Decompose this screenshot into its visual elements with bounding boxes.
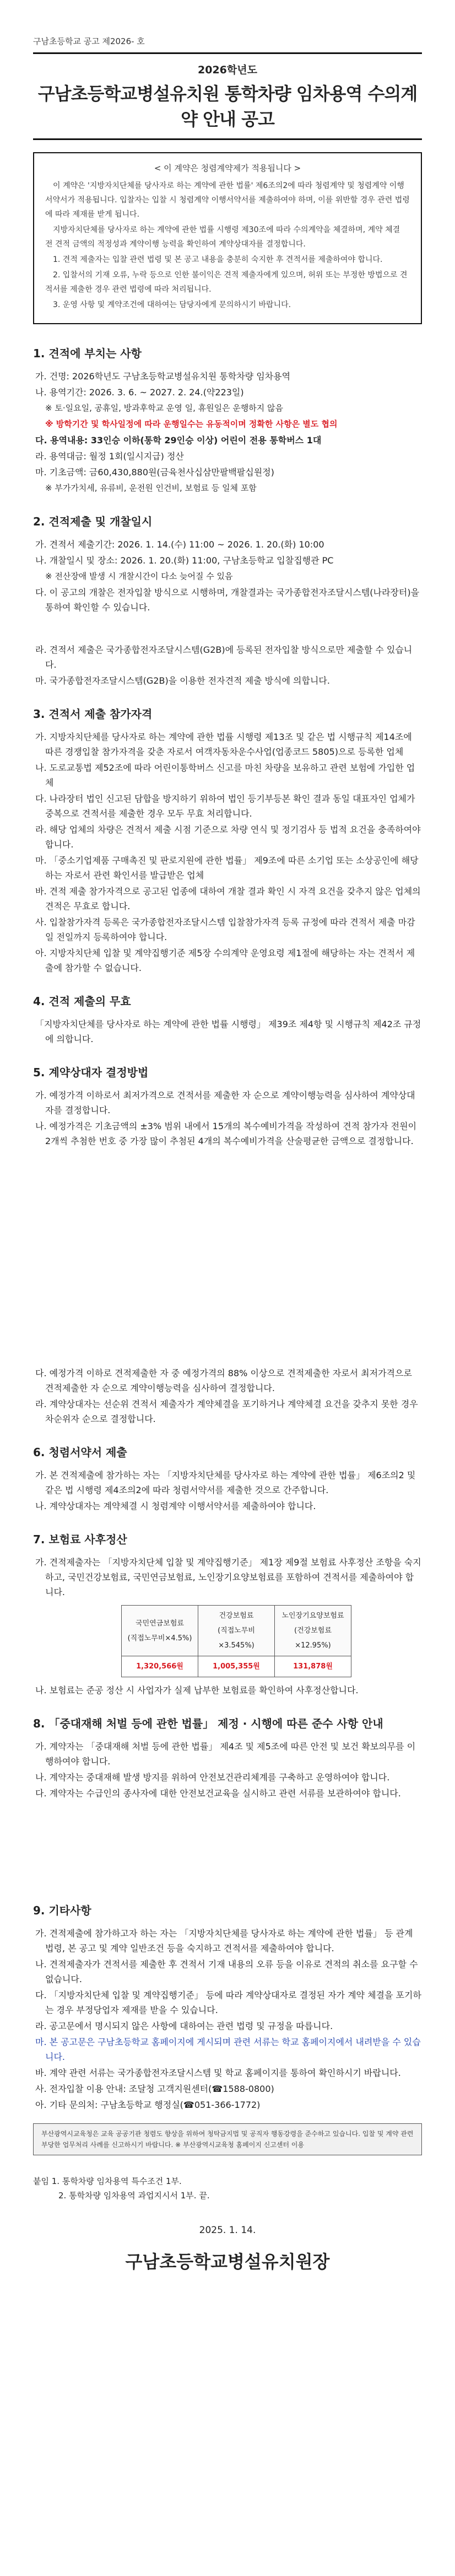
section-line: 나. 보험료는 준공 정산 시 사업자가 실제 납부한 보험료를 확인하여 사후정산합니다. xyxy=(35,1685,359,1695)
section-line: 라. 계약상대자는 선순위 견적서 제출자가 계약체결을 포기하거나 계약체결 요건을 갖추지 못한 경우 차순위자 순으로 결정합니다. xyxy=(35,1399,418,1424)
insurance-header: 노인장기요양보험료 (건강보험료×12.95%) xyxy=(275,1606,351,1656)
section-line: 나. 계약자는 중대재해 발생 방지를 위하여 안전보건관리체계를 구축하고 운영하여야 합니다. xyxy=(35,1772,390,1783)
section-title: 1. 견적에 부치는 사항 xyxy=(33,347,142,360)
notice-paragraph: 지방자치단체를 당사자로 하는 계약에 관한 법률 시행령 제30조에 따라 수의계약을 체결하며, 계약 체결 전 견적 금액의 적정성과 계약이행 능력을 확인하여 계약상대자를 결정합니다. xyxy=(45,226,400,249)
insurance-table xyxy=(121,1605,351,1677)
section-line: 다. 나라장터 법인 신고된 담합을 방지하기 위하여 법인 등기부등본 확인 결과 동일 대표자인 업체가 중복으로 견적서를 제출한 경우 모두 무효 처리합니다. xyxy=(35,793,415,819)
document-number: 구남초등학교 공고 제2026- 호 xyxy=(33,36,145,46)
section-invalid-bids xyxy=(33,994,422,1046)
attachment-line: 붙임 1. 통학차량 임차용역 특수조건 1부. xyxy=(33,2176,182,2186)
section-line: 마. 「중소기업제품 구매촉진 및 판로지원에 관한 법률」 제9조에 따른 소기업 또는 소상공인에 해당하는 자로서 관련 확인서를 발급받은 업체 xyxy=(35,855,419,881)
section-line: 라. 견적서 제출은 국가종합전자조달시스템(G2B)에 등록된 전자입찰 방식으로만 제출할 수 있습니다. xyxy=(35,645,413,670)
section-line: 아. 기타 문의처: 구남초등학교 행정실(☎051-366-1772) xyxy=(35,2100,261,2110)
attachment-line: 2. 통학차량 임차용역 과업지시서 1부. 끝. xyxy=(58,2191,210,2201)
section-line: 바. 견적 제출 참가자격으로 공고된 업종에 대하여 개찰 결과 확인 시 자격 요건을 갖추지 않은 업체의 견적은 무효로 합니다. xyxy=(35,886,421,911)
section-line: 다. 이 공고의 개찰은 전자입찰 방식으로 시행하며, 개찰결과는 국가종합전자조달시스템(나라장터)을 통하여 확인할 수 있습니다. xyxy=(35,587,420,613)
notice-heading: < 이 계약은 청렴계약제가 적용됩니다 > xyxy=(154,163,301,173)
section-line: 나. 용역기간: 2026. 3. 6. ~ 2027. 2. 24.(약223일) xyxy=(35,387,244,398)
section-line: 가. 견적서 제출기간: 2026. 1. 14.(수) 11:00 ~ 2026. 1. 20.(화) 10:00 xyxy=(35,539,324,550)
section-line: 가. 견적제출에 참가하고자 하는 자는 「지방자치단체를 당사자로 하는 계약에 관한 법률」 등 관계 법령, 본 공고 및 계약 일반조건 등을 숙지하고 견적서를 제출하여야 합니다. xyxy=(35,1928,413,1954)
section-serious-accidents xyxy=(33,1716,422,1885)
section-award-method xyxy=(33,1065,422,1426)
section-title: 8. 「중대재해 처벌 등에 관한 법률」 제정 · 시행에 따른 준수 사항 안내 xyxy=(33,1717,383,1730)
top-rule xyxy=(33,52,422,54)
section-title: 6. 청렴서약서 제출 xyxy=(33,1446,127,1459)
section-note-highlight: ※ 방학기간 및 학사일정에 따라 운행일수는 유동적이며 정확한 사항은 별도 협의 xyxy=(45,419,338,429)
insurance-value: 1,005,355원 xyxy=(198,1656,275,1677)
section-line: 가. 건명: 2026학년도 구남초등학교병설유치원 통학차량 임차용역 xyxy=(35,371,291,382)
section-line: 가. 본 견적제출에 참가하는 자는 「지방자치단체를 당사자로 하는 계약에 관한 법률」 제6조의2 및 같은 법 시행령 제4조의2에 따라 청렴서약서를 제출한 것으로 간주합니다. xyxy=(35,1470,416,1495)
section-note: ※ 토·일요일, 공휴일, 방과후학교 운영 일, 휴원일은 운행하지 않음 xyxy=(45,403,284,413)
title-year: 2026학년도 xyxy=(198,64,257,76)
section-line: 가. 계약자는 「중대재해 처벌 등에 관한 법률」 제4조 및 제5조에 따른 안전 및 보건 확보의무를 이행하여야 합니다. xyxy=(35,1741,416,1767)
section-line: 마. 국가종합전자조달시스템(G2B)을 이용한 전자견적 제출 방식에 의합니다. xyxy=(35,675,330,686)
section-note: ※ 부가가치세, 유류비, 운전원 인건비, 보험료 등 일체 포함 xyxy=(45,483,257,493)
section-line: 나. 견적제출자가 견적서를 제출한 후 견적서 기재 내용의 오류 등을 이유로 견적의 취소를 요구할 수 없습니다. xyxy=(35,1959,418,1984)
section-line: 「지방자치단체를 당사자로 하는 계약에 관한 법률 시행령」 제39조 제4항 및 시행규칙 제42조 규정에 의합니다. xyxy=(35,1019,421,1044)
section-line: 라. 공고문에서 명시되지 않은 사항에 대하여는 관련 법령 및 규정을 따릅니다. xyxy=(35,2021,333,2031)
section-title: 7. 보험료 사후정산 xyxy=(33,1533,127,1546)
section-title: 3. 견적서 제출 참가자격 xyxy=(33,707,153,721)
section-integrity-pledge xyxy=(33,1445,422,1514)
insurance-value: 1,320,566원 xyxy=(122,1656,198,1677)
section-line: 나. 도로교통법 제52조에 따라 어린이통학버스 신고를 마친 차량을 보유하고 관련 보험에 가입한 업체 xyxy=(35,763,415,788)
section-line: 다. 용역내용: 33인승 이하(통학 29인승 이상) 어린이 전용 통학버스 1대 xyxy=(35,435,322,446)
section-line: 나. 개찰일시 및 장소: 2026. 1. 20.(화) 11:00, 구남초등학교 입찰집행관 PC xyxy=(35,555,334,566)
section-line: 나. 계약상대자는 계약체결 시 청렴계약 이행서약서를 제출하여야 합니다. xyxy=(35,1501,316,1511)
notice-item: 3. 운영 사항 및 계약조건에 대하여는 담당자에게 문의하시기 바랍니다. xyxy=(53,300,291,309)
section-other-matters xyxy=(33,1903,422,2155)
section-eligibility xyxy=(33,707,422,975)
section-line: 마. 기초금액: 금60,430,880원(금육천사십삼만팔백팔십원정) xyxy=(35,467,274,477)
section-line-link[interactable]: 마. 본 공고문은 구남초등학교 홈페이지에 게시되며 관련 서류는 학교 홈페이지에서 내려받을 수 있습니다. xyxy=(35,2037,421,2062)
section-line: 가. 견적제출자는 「지방자치단체 입찰 및 계약집행기준」 제1장 제9절 보험료 사후정산 조항을 숙지하고, 국민건강보험료, 국민연금보험료, 노인장기요양보험료를 포함하여 견적서를 제출하여야 합니다. xyxy=(35,1557,421,1597)
section-line: 다. 「지방자치단체 입찰 및 계약집행기준」 등에 따라 계약상대자로 결정된 자가 계약 체결을 포기하는 경우 부정당업자 제재를 받을 수 있습니다. xyxy=(35,1990,421,2015)
attachments xyxy=(33,2174,422,2203)
section-submission-schedule xyxy=(33,514,422,688)
notice-paragraph: 이 계약은 '지방자치단체를 당사자로 하는 계약에 관한 법률' 제6조의2에 따라 청렴계약 및 청렴계약 이행서약서가 적용됩니다. 입찰자는 입찰 시 청렴계약 이행서약서를 제출하여야 하며, 이를 위반할 경우 관련 법령에 따라 제재를 받게 됩니다. xyxy=(45,181,410,219)
section-title: 9. 기타사항 xyxy=(33,1904,91,1917)
insurance-header: 국민연금보험료 (직접노무비×4.5%) xyxy=(122,1606,198,1656)
section-line: 가. 지방자치단체를 당사자로 하는 계약에 관한 법률 시행령 제13조 및 같은 법 시행규칙 제14조에 따른 경쟁입찰 참가자격을 갖춘 자로서 여객자동차운수사업(업종코드 5805)으로 등록한 업체 xyxy=(35,732,412,757)
section-line: 바. 계약 관련 서류는 국가종합전자조달시스템 및 학교 홈페이지를 통하여 확인하시기 바랍니다. xyxy=(35,2068,401,2078)
section-line: 사. 전자입찰 이용 안내: 조달청 고객지원센터(☎1588-0800) xyxy=(35,2084,274,2094)
issuer-name: 구남초등학교병설유치원장 xyxy=(125,2251,330,2272)
section-line: 나. 예정가격은 기초금액의 ±3% 범위 내에서 15개의 복수예비가격을 작성하여 견적 참가자 전원이 2개씩 추첨한 번호 중 가장 많이 추첨된 4개의 복수예비가격을 산술평균한 금액으로 결정합니다. xyxy=(35,1121,417,1146)
section-title: 4. 견적 제출의 무효 xyxy=(33,995,131,1008)
section-line: 아. 지방자치단체 입찰 및 계약집행기준 제5장 수의계약 운영요령 제1절에 해당하는 자는 견적서 제출에 참가할 수 없습니다. xyxy=(35,948,415,973)
section-note: ※ 전산장애 발생 시 개찰시간이 다소 늦어질 수 있음 xyxy=(45,571,233,581)
section-line: 라. 해당 업체의 차량은 견적서 제출 시점 기준으로 차량 연식 및 정기검사 등 법적 요건을 충족하여야 합니다. xyxy=(35,824,421,850)
notice-date: 2025. 1. 14. xyxy=(199,2225,256,2236)
section-line: 가. 예정가격 이하로서 최저가격으로 견적서를 제출한 자 순으로 계약이행능력을 심사하여 계약상대자를 결정합니다. xyxy=(35,1090,415,1115)
section-line: 다. 예정가격 이하로 견적제출한 자 중 예정가격의 88% 이상으로 견적제출한 자로서 최저가격으로 견적제출한 자 순으로 계약이행능력을 심사하여 결정합니다. xyxy=(35,1368,412,1393)
section-insurance-settlement xyxy=(33,1532,422,1698)
anti-corruption-note: 부산광역시교육청은 교육 공공기관 청렴도 향상을 위하여 청탁금지법 및 공직자 행동강령을 준수하고 있습니다. 입찰 및 계약 관련 부당한 업무처리 사례를 신고하시기 바랍니다. ※ 부산광역시교육청 홈페이지 신고센터 이용 xyxy=(33,2123,422,2155)
insurance-header: 건강보험료 (직접노무비×3.545%) xyxy=(198,1606,275,1656)
section-title: 2. 견적제출 및 개찰일시 xyxy=(33,515,153,528)
section-title: 5. 계약상대자 결정방법 xyxy=(33,1066,149,1079)
notice-item: 1. 견적 제출자는 입찰 관련 법령 및 본 공고 내용을 충분히 숙지한 후 견적서를 제출하여야 합니다. xyxy=(53,255,383,264)
notice-item: 2. 입찰서의 기재 오류, 누락 등으로 인한 불이익은 견적 제출자에게 있으며, 허위 또는 부정한 방법으로 견적서를 제출한 경우 관련 법령에 따라 처리됩니다. xyxy=(45,271,408,294)
title-rule xyxy=(33,138,422,140)
page-title: 구남초등학교병설유치원 통학차량 임차용역 수의계약 안내 공고 xyxy=(37,83,418,130)
section-line: 라. 용역대금: 월정 1회(일시지급) 정산 xyxy=(35,451,184,461)
section-bid-items xyxy=(33,346,422,496)
integrity-notice-box xyxy=(33,152,422,324)
section-line: 사. 입찰참가자격 등록은 국가종합전자조달시스템 입찰참가자격 등록 규정에 따라 견적서 제출 마감일 전일까지 등록하여야 합니다. xyxy=(35,917,415,942)
insurance-value: 131,878원 xyxy=(275,1656,351,1677)
section-line: 다. 계약자는 수급인의 종사자에 대한 안전보건교육을 실시하고 관련 서류를 보관하여야 합니다. xyxy=(35,1788,401,1799)
